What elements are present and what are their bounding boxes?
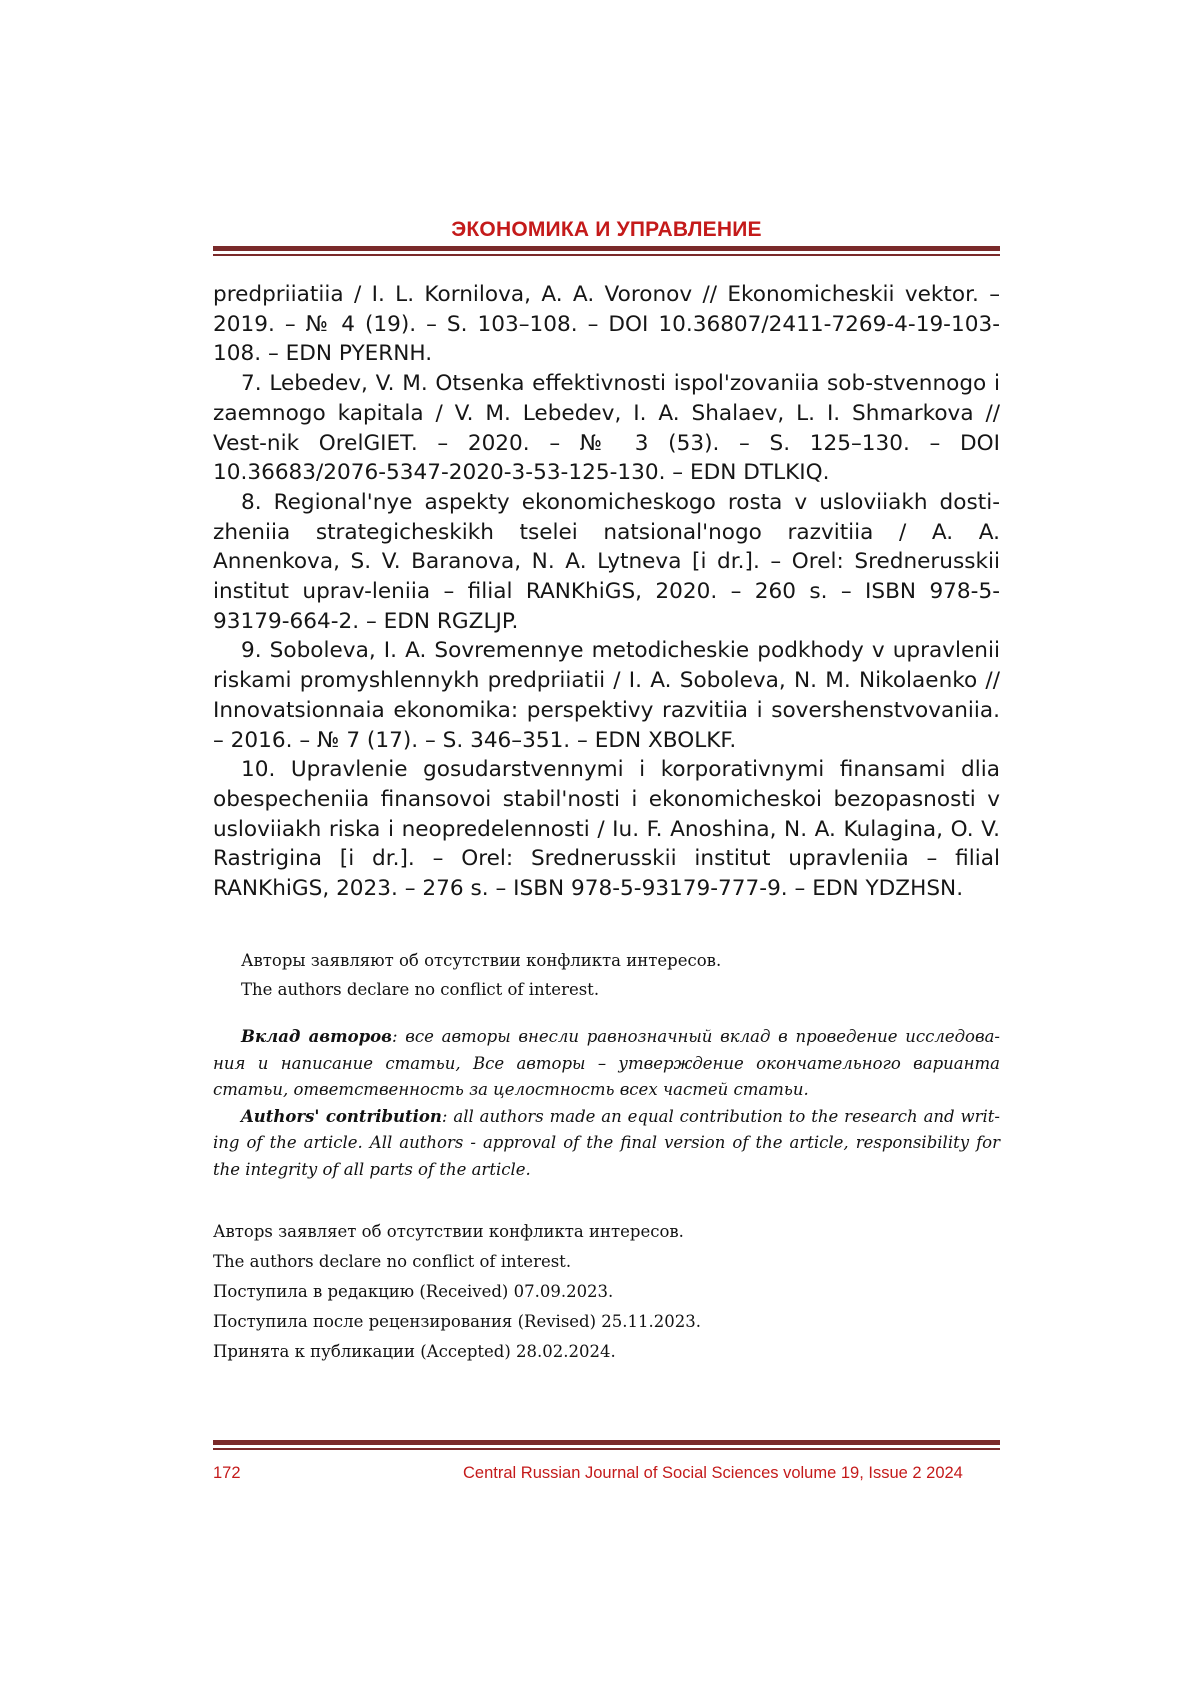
final-conflict-ru: Авторs заявляет об отсутствии конфликта интересов. [213,1222,684,1241]
reference-item-7: 7. Lebedev, V. M. Otsenka effektivnosti ispol'zovaniia sob-stvennogo i zaemnogo kapitala / V. M. Lebedev, I. A. Shalaev, L. I. Shmarkova // Vest-nik OrelGIET. – 2020. – № 3 (53). – S. 125–130. – DOI 10.36683/2076-5347-2020-3-53-125-130. – EDN DTLKIQ. [213,371,1000,486]
header-rule [213,246,1000,256]
reference-item-10: 10. Upravlenie gosudarstvennymi i korporativnymi finansami dlia obespecheniia finansovoi stabil'nosti i ekonomicheskoi bezopasnosti v usloviiakh riska i neopredelennosti / Iu. F. Anoshina, N. A. Kulagina, O. V. Rastrigina [i dr.]. – Orel: Srednerusskii institut upravleniia – filial RANKhiGS, 2023. – 276 s. – ISBN 978-5-93179-777-9. – EDN YDZHSN. [213,757,1000,902]
contribution-en [213,1104,1000,1184]
footer-rule-thin [213,1448,1000,1450]
reference-list [213,280,1000,904]
accepted-date: Принята к публикации (Accepted) 28.02.2024. [213,1342,616,1361]
contribution-ru-label: Вклад авторов [241,1027,392,1046]
conflict-statement-ru: Авторы заявляют об отсутствии конфликта интересов. [241,951,722,970]
received-date: Поступила в редакцию (Received) 07.09.2023. [213,1282,614,1301]
section-title: ЭКОНОМИКА И УПРАВЛЕНИЕ [451,218,762,241]
final-conflict-en: The authors declare no conflict of interest. [213,1252,572,1271]
reference-item-9: 9. Soboleva, I. A. Sovremennye metodicheskie podkhody v upravlenii riskami promyshlennykh predpriiatii / I. A. Soboleva, N. M. Nikolaenko // Innovatsionnaia ekonomika: perspektivy razvitiia i sovershenstvovaniia. – 2016. – № 7 (17). – S. 346–351. – EDN XBOLKF. [213,638,1000,753]
header-rule-thick [213,246,1000,251]
conflict-statement [241,946,941,1004]
page-number: 172 [213,1464,241,1482]
article-history [213,1217,1000,1367]
contribution-en-label: Authors' contribution [241,1106,442,1126]
contribution-ru-text: : все авторы внесли равнозначный вклад в проведение исследова-ния и написание статьи, Все авторы – утверждение окончательного варианта статьи, ответственность за целостность всех частей статьи. [213,1027,1000,1099]
authors-contribution [213,1024,1000,1183]
header-rule-thin [213,254,1000,256]
reference-item-8: 8. Regional'nye aspekty ekonomicheskogo rosta v usloviiakh dosti-zheniia strategicheskikh tselei natsional'nogo razvitiia / A. A. Annenkova, S. V. Baranova, N. A. Lytneva [i dr.]. – Orel: Srednerusskii institut uprav-leniia – filial RANKhiGS, 2020. – 260 s. – ISBN 978-5-93179-664-2. – EDN RGZLJP. [213,489,1000,634]
conflict-statement-en: The authors declare no conflict of interest. [241,980,600,999]
reference-continuation: predpriiatiia / I. L. Kornilova, A. A. Voronov // Ekonomicheskii vektor. – 2019. – № 4 (19). – S. 103–108. – DOI 10.36807/2411-7269-4-19-103-108. – EDN PYERNH. [213,282,1000,367]
contribution-en-text: : all authors made an equal contribution to the research and writ-ing of the article. All authors - approval of the final version of the article, responsibility for the integrity of all parts of the article. [213,1106,1000,1179]
footer-rule-thick [213,1440,1000,1445]
journal-citation: Central Russian Journal of Social Sciences volume 19, Issue 2 2024 [463,1464,963,1482]
footer-rule [213,1440,1000,1450]
revised-date: Поступила после рецензирования (Revised) 25.11.2023. [213,1312,702,1331]
contribution-ru [213,1024,1000,1104]
